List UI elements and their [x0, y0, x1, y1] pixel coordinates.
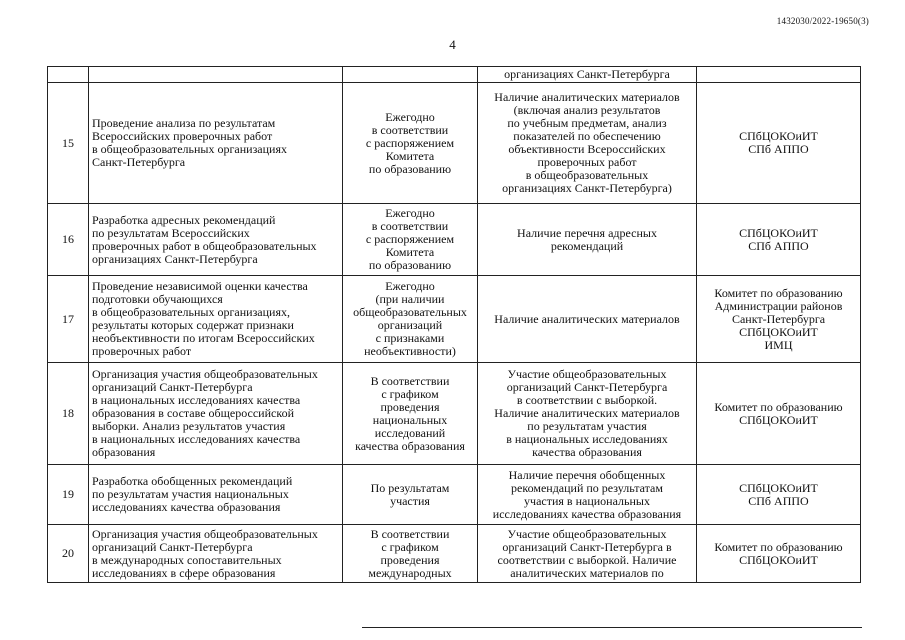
cell-task: Организация участия общеобразовательных организаций Санкт-Петербурга в международных сопоставительных исследованиях в сфере образования — [89, 525, 343, 583]
page-number: 4 — [449, 37, 456, 52]
cell-result: организациях Санкт-Петербурга — [478, 67, 697, 83]
cell-result: Участие общеобразовательных организаций Санкт-Петербурга в соответствии с выборкой. Наличие аналитических материалов по — [478, 525, 697, 583]
table-row — [48, 525, 861, 583]
cell-result: Наличие перечня адресных рекомендаций — [478, 204, 697, 276]
cell-term: Ежегодно в соответствии с распоряжением Комитета по образованию — [343, 204, 478, 276]
table-row — [48, 276, 861, 363]
cell-result: Участие общеобразовательных организаций Санкт-Петербурга в соответствии с выборкой. Наличие аналитических материалов по результатам участия в национальных исследованиях качества образования — [478, 363, 697, 465]
cell-num: 18 — [48, 363, 89, 465]
cell-result: Наличие аналитических материалов — [478, 276, 697, 363]
cell-term: В соответствии с графиком проведения международных — [343, 525, 478, 583]
cell-num: 20 — [48, 525, 89, 583]
cell-responsible: СПбЦОКОиИТ СПб АППО — [697, 83, 861, 204]
cell-num: 19 — [48, 465, 89, 525]
cell-num — [48, 67, 89, 83]
plan-table — [47, 66, 861, 583]
cell-result: Наличие перечня обобщенных рекомендаций по результатам участия в национальных исследованиях качества образования — [478, 465, 697, 525]
cell-task: Разработка адресных рекомендаций по результатам Всероссийских проверочных работ в общеобразовательных организациях Санкт-Петербурга — [89, 204, 343, 276]
cell-num: 17 — [48, 276, 89, 363]
cell-task: Разработка обобщенных рекомендаций по результатам участия национальных исследованиях качества образования — [89, 465, 343, 525]
cell-num: 16 — [48, 204, 89, 276]
cell-task: Организация участия общеобразовательных организаций Санкт-Петербурга в национальных исследованиях качества образования в составе общероссийской выборки. Анализ результатов участия в национальных исследованиях качества образования — [89, 363, 343, 465]
document-id: 1432030/2022-19650(3) — [776, 16, 869, 26]
table-row — [48, 465, 861, 525]
cell-responsible: Комитет по образованию Администрации районов Санкт-Петербурга СПбЦОКОиИТ ИМЦ — [697, 276, 861, 363]
cell-term — [343, 67, 478, 83]
table-row-continued — [48, 67, 861, 83]
cell-term: В соответствии с графиком проведения национальных исследований качества образования — [343, 363, 478, 465]
cell-responsible — [697, 67, 861, 83]
cell-responsible: Комитет по образованию СПбЦОКОиИТ — [697, 363, 861, 465]
cell-responsible: Комитет по образованию СПбЦОКОиИТ — [697, 525, 861, 583]
table-row — [48, 83, 861, 204]
cell-term: По результатам участия — [343, 465, 478, 525]
cell-responsible: СПбЦОКОиИТ СПб АППО — [697, 465, 861, 525]
cell-result: Наличие аналитических материалов (включая анализ результатов по учебным предметам, анализ показателей по обеспечению объективности Всероссийских проверочных работ в общеобразовательных организациях Санкт-Петербурга) — [478, 83, 697, 204]
cell-responsible: СПбЦОКОиИТ СПб АППО — [697, 204, 861, 276]
table-row — [48, 363, 861, 465]
cell-task — [89, 67, 343, 83]
table-row — [48, 204, 861, 276]
cell-term: Ежегодно (при наличии общеобразовательных организаций с признаками необъективности) — [343, 276, 478, 363]
cell-task: Проведение анализа по результатам Всероссийских проверочных работ в общеобразовательных организациях Санкт-Петербурга — [89, 83, 343, 204]
page-bottom-line — [362, 627, 862, 628]
cell-term: Ежегодно в соответствии с распоряжением Комитета по образованию — [343, 83, 478, 204]
cell-task: Проведение независимой оценки качества подготовки обучающихся в общеобразовательных организациях, результаты которых содержат признаки необъективности по итогам Всероссийских проверочных работ — [89, 276, 343, 363]
cell-num: 15 — [48, 83, 89, 204]
